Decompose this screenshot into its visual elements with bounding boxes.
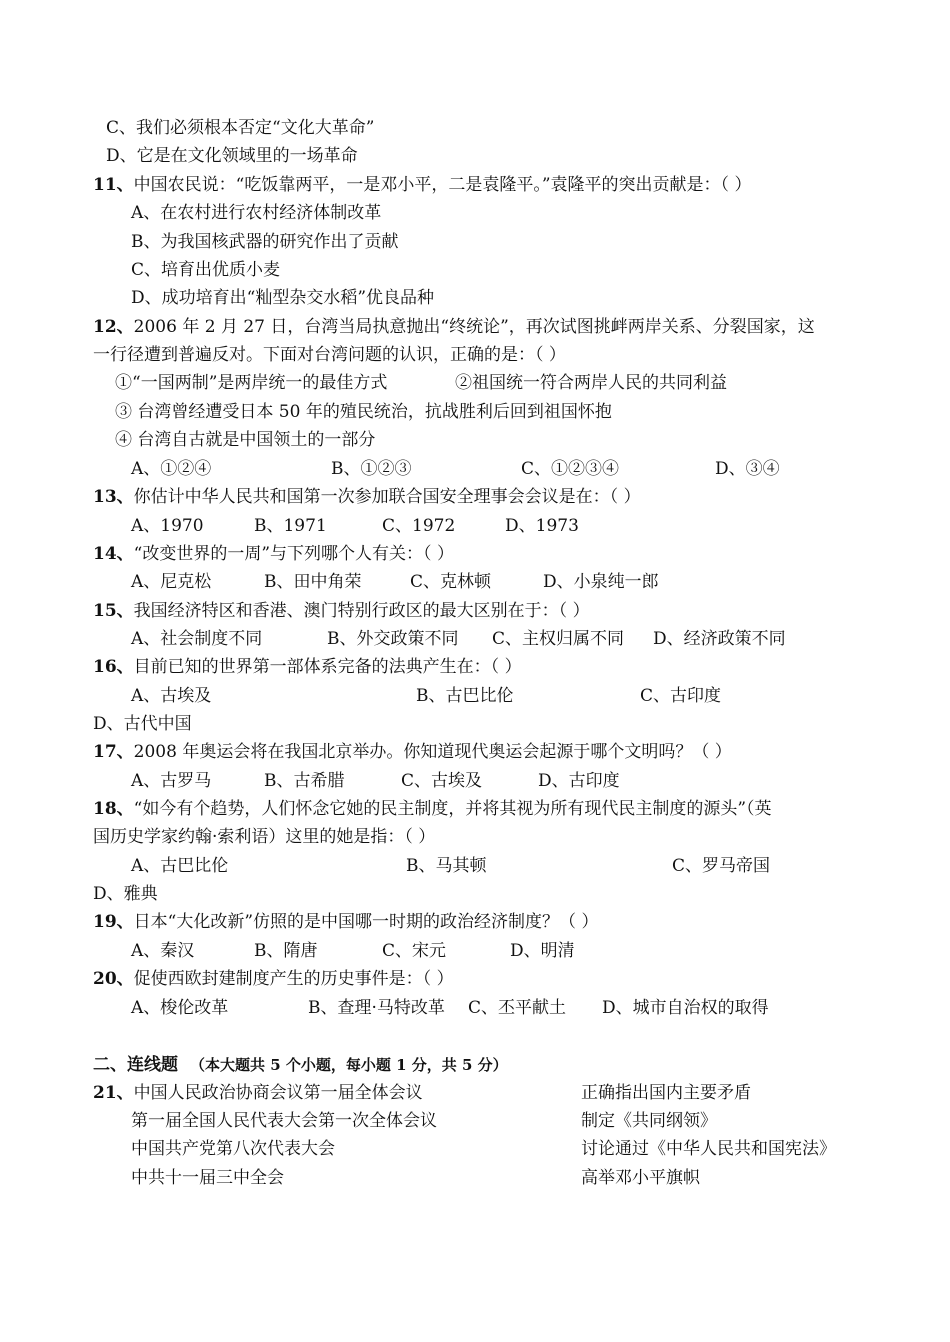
q13-option-a: A、1970 — [131, 516, 204, 536]
q17-option-a: A、古罗马 — [131, 771, 212, 791]
q21-left-item: 中共十一届三中全会 — [131, 1168, 284, 1188]
q16-option-b: B、古巴比伦 — [416, 686, 514, 706]
q16-stem — [93, 656, 522, 678]
q20-option-a: A、梭伦改革 — [131, 998, 229, 1018]
q17-option-c: C、古埃及 — [401, 771, 483, 791]
q12-option-b: B、①②③ — [331, 459, 412, 479]
q15-option-c: C、主权归属不同 — [492, 629, 625, 649]
q18-stem — [93, 798, 772, 820]
q14-option-c: C、克林顿 — [410, 572, 492, 592]
q12-statement-4: ④ 台湾自古就是中国领土的一部分 — [115, 430, 376, 450]
q18-option-c: C、罗马帝国 — [672, 856, 771, 876]
q20-text: 促使西欧封建制度产生的历史事件是：（ ） — [133, 969, 454, 989]
q21-left-1-row — [93, 1082, 423, 1104]
q14-option-b: B、田中角荣 — [264, 572, 362, 592]
q11-option-b: B、为我国核武器的研究作出了贡献 — [131, 232, 399, 252]
q21-right-item: 制定《共同纲领》 — [581, 1111, 717, 1131]
q19-number: 19、 — [93, 912, 134, 932]
q13-option-b: B、1971 — [254, 516, 327, 536]
q12-text-line2: 一行径遭到普遍反对。下面对台湾问题的认识，正确的是：（ ） — [93, 345, 566, 365]
section-title: 二、连线题 — [93, 1055, 178, 1075]
q11-option-c: C、培育出优质小麦 — [131, 260, 281, 280]
q15-option-b: B、外交政策不同 — [327, 629, 459, 649]
q17-option-b: B、古希腊 — [264, 771, 345, 791]
q19-option-d: D、明清 — [510, 941, 575, 961]
q14-number: 14、 — [93, 544, 134, 564]
q16-number: 16、 — [93, 657, 134, 677]
q18-option-b: B、马其顿 — [406, 856, 487, 876]
q16-option-a: A、古埃及 — [131, 686, 212, 706]
q10-option-c: C、我们必须根本否定“文化大革命” — [106, 118, 375, 138]
q21-right-item: 高举邓小平旗帜 — [581, 1168, 700, 1188]
q12-statement-1: ①“一国两制”是两岸统一的最佳方式 — [115, 373, 388, 393]
q13-option-d: D、1973 — [505, 516, 579, 536]
q17-stem — [93, 741, 732, 763]
q19-option-a: A、秦汉 — [131, 941, 195, 961]
q18-option-d: D、雅典 — [93, 884, 158, 904]
q15-stem — [93, 600, 590, 622]
q18-option-a: A、古巴比伦 — [131, 856, 229, 876]
q15-option-d: D、经济政策不同 — [653, 629, 786, 649]
q11-option-a: A、在农村进行农村经济体制改革 — [131, 203, 382, 223]
q11-text: 中国农民说：“吃饭靠两平，一是邓小平，二是袁隆平。”袁隆平的突出贡献是：（ ） — [133, 175, 752, 195]
q12-number: 12、 — [93, 317, 134, 337]
q13-text: 你估计中华人民共和国第一次参加联合国安全理事会会议是在：（ ） — [133, 487, 641, 507]
q12-statement-2: ②祖国统一符合两岸人民的共同利益 — [455, 373, 727, 393]
q17-text: 2008 年奥运会将在我国北京举办。你知道现代奥运会起源于哪个文明吗？（ ） — [133, 742, 732, 762]
q18-number: 18、 — [93, 799, 134, 819]
q13-stem — [93, 486, 641, 508]
q20-number: 20、 — [93, 969, 134, 989]
q18-text-line2: 国历史学家约翰·索利语）这里的她是指：（ ） — [93, 827, 436, 847]
q15-number: 15、 — [93, 601, 134, 621]
q16-option-c: C、古印度 — [640, 686, 722, 706]
section-note: （本大题共 5 个小题，每小题 1 分，共 5 分） — [190, 1056, 508, 1074]
q20-option-b: B、查理·马特改革 — [308, 998, 445, 1018]
q11-stem — [93, 174, 751, 196]
q21-left-item: 中国人民政治协商会议第一届全体会议 — [133, 1083, 423, 1103]
q12-option-a: A、①②④ — [131, 459, 212, 479]
q17-number: 17、 — [93, 742, 134, 762]
q11-option-d: D、成功培育出“籼型杂交水稻”优良品种 — [131, 288, 435, 308]
q19-option-b: B、隋唐 — [254, 941, 318, 961]
section-heading — [93, 1054, 508, 1076]
q12-text-line1: 2006 年 2 月 27 日，台湾当局执意抛出“终统论”，再次试图挑衅两岸关系、分裂国家，这 — [133, 317, 815, 337]
q16-option-d: D、古代中国 — [93, 714, 192, 734]
q15-text: 我国经济特区和香港、澳门特别行政区的最大区别在于：（ ） — [133, 601, 590, 621]
q11-number: 11、 — [93, 175, 134, 195]
q18-text-line1: “如今有个趋势，人们怀念它她的民主制度，并将其视为所有现代民主制度的源头”（英 — [133, 799, 772, 819]
q19-text: 日本“大化改新”仿照的是中国哪一时期的政治经济制度？（ ） — [133, 912, 599, 932]
q19-stem — [93, 911, 598, 933]
q12-stem — [93, 316, 815, 338]
q20-option-d: D、城市自治权的取得 — [602, 998, 769, 1018]
q21-left-item: 中国共产党第八次代表大会 — [131, 1139, 335, 1159]
q12-option-c: C、①②③④ — [521, 459, 620, 479]
q15-option-a: A、社会制度不同 — [131, 629, 263, 649]
q19-option-c: C、宋元 — [382, 941, 447, 961]
q10-option-d: D、它是在文化领域里的一场革命 — [106, 146, 358, 166]
q20-stem — [93, 968, 454, 990]
q13-number: 13、 — [93, 487, 134, 507]
q14-text: “改变世界的一周”与下列哪个人有关：（ ） — [133, 544, 454, 564]
q12-statement-3: ③ 台湾曾经遭受日本 50 年的殖民统治，抗战胜利后回到祖国怀抱 — [115, 402, 612, 422]
q21-right-item: 正确指出国内主要矛盾 — [581, 1083, 751, 1103]
q21-left-item: 第一届全国人民代表大会第一次全体会议 — [131, 1111, 437, 1131]
q12-option-d: D、③④ — [715, 459, 780, 479]
q14-stem — [93, 543, 454, 565]
q16-text: 目前已知的世界第一部体系完备的法典产生在：（ ） — [133, 657, 522, 677]
q17-option-d: D、古印度 — [538, 771, 620, 791]
q21-number: 21、 — [93, 1083, 134, 1103]
q21-right-item: 讨论通过《中华人民共和国宪法》 — [581, 1139, 836, 1159]
q14-option-a: A、尼克松 — [131, 572, 212, 592]
q14-option-d: D、小泉纯一郎 — [543, 572, 659, 592]
q13-option-c: C、1972 — [382, 516, 456, 536]
q20-option-c: C、丕平献土 — [468, 998, 567, 1018]
